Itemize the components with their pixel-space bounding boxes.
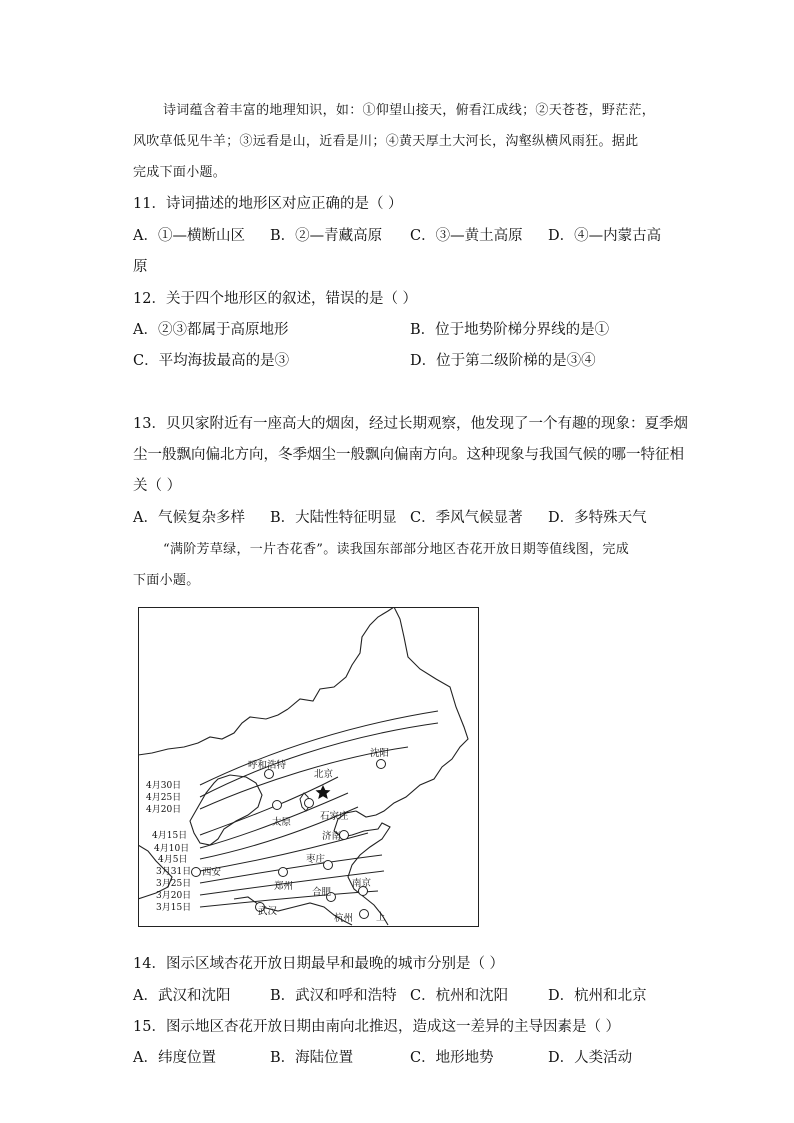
date-label-apr25: 4月25日 <box>146 793 182 803</box>
q11-option-d-continued: 原 <box>133 259 148 275</box>
city-label-hefei: 合肥 <box>312 887 332 898</box>
city-label-huhehaote: 呼和浩特 <box>248 760 287 771</box>
q13-line1: 13．贝贝家附近有一座高大的烟囱，经过长期观察，他发现了一个有趣的现象：夏季烟 <box>133 416 688 432</box>
date-label-mar25: 3月25日 <box>156 879 192 889</box>
q15-option-b[interactable]: B．海陆位置 <box>270 1050 354 1066</box>
q12-option-b[interactable]: B．位于地势阶梯分界线的是① <box>410 322 610 338</box>
intro2-line1: “满阶芳草绿，一片杏花香”。读我国东部部分地区杏花开放日期等值线图，完成 <box>163 542 630 557</box>
q12-option-a[interactable]: A．②③都属于高原地形 <box>133 322 289 338</box>
city-label-taiyuan: 太原 <box>272 817 292 828</box>
city-label-beijing: 北京 <box>314 769 334 780</box>
q11-option-b[interactable]: B．②—青藏高原 <box>270 228 383 244</box>
q13-option-a[interactable]: A．气候复杂多样 <box>133 510 245 526</box>
city-dot-zhengzhou <box>279 868 288 877</box>
city-dot-taiyuan <box>273 801 282 810</box>
date-label-mar20: 3月20日 <box>156 891 192 901</box>
q13-option-b[interactable]: B．大陆性特征明显 <box>270 510 397 526</box>
city-label-shenyang: 沈阳 <box>370 748 390 759</box>
q11-option-a[interactable]: A．①—横断山区 <box>133 228 245 244</box>
q11-option-d[interactable]: D．④—内蒙古高 <box>548 228 662 244</box>
city-dot-shijiazhuang <box>305 799 314 808</box>
city-dot-shenyang <box>377 760 386 769</box>
intro1-line2: 风吹草低见牛羊；③远看是山，近看是川；④黄天厚土大河长，沟壑纵横风雨狂。据此 <box>133 134 639 149</box>
city-label-shanghai: 上 <box>376 912 386 923</box>
q14-stem: 14．图示区域杏花开放日期最早和最晚的城市分别是（ ） <box>133 956 505 972</box>
date-label-apr10: 4月10日 <box>154 844 190 854</box>
date-label-apr20: 4月20日 <box>146 805 182 815</box>
city-dot-xian <box>192 868 201 877</box>
city-label-shijiazhuang: 石家庄 <box>320 811 349 822</box>
q15-option-a[interactable]: A．纬度位置 <box>133 1050 216 1066</box>
q14-option-a[interactable]: A．武汉和沈阳 <box>133 988 231 1004</box>
q13-option-c[interactable]: C．季风气候显著 <box>410 510 523 526</box>
city-label-nanjing: 南京 <box>352 878 372 889</box>
intro1-line1: 诗词蕴含着丰富的地理知识，如：①仰望山接天，俯看江成线；②天苍苍，野茫茫， <box>163 103 656 118</box>
q12-option-c[interactable]: C．平均海拔最高的是③ <box>133 353 290 369</box>
q15-stem: 15．图示地区杏花开放日期由南向北推迟，造成这一差异的主导因素是（ ） <box>133 1019 621 1035</box>
city-label-hangzhou: 杭州 <box>334 913 354 924</box>
date-label-apr30: 4月30日 <box>146 781 182 791</box>
date-label-mar15: 3月15日 <box>156 903 192 913</box>
city-label-wuhan: 武汉 <box>258 906 278 917</box>
q11-stem: 11．诗词描述的地形区对应正确的是（ ） <box>133 196 403 212</box>
city-label-jinan: 济南 <box>322 831 342 842</box>
date-label-apr15: 4月15日 <box>152 831 188 841</box>
q13-line3: 关（ ） <box>133 478 182 494</box>
q15-option-c[interactable]: C．地形地势 <box>410 1050 494 1066</box>
city-label-zhengzhou: 郑州 <box>274 881 294 892</box>
apricot-blossom-isoline-map <box>138 607 479 927</box>
q15-option-d[interactable]: D．人类活动 <box>548 1050 633 1066</box>
intro2-line2: 下面小题。 <box>133 573 200 588</box>
date-label-apr5: 4月5日 <box>158 855 188 865</box>
q13-line2: 尘一般飘向偏北方向，冬季烟尘一般飘向偏南方向。这种现象与我国气候的哪一特征相 <box>133 447 684 463</box>
q12-option-d[interactable]: D．位于第二级阶梯的是③④ <box>410 353 596 369</box>
city-dot-hangzhou <box>360 910 369 919</box>
q12-stem: 12．关于四个地形区的叙述，错误的是（ ） <box>133 291 418 307</box>
city-label-xian: 西安 <box>202 867 222 878</box>
q14-option-c[interactable]: C．杭州和沈阳 <box>410 988 509 1004</box>
q14-option-b[interactable]: B．武汉和呼和浩特 <box>270 988 397 1004</box>
intro1-line3: 完成下面小题。 <box>133 165 227 180</box>
city-label-zaozhuang: 枣庄 <box>306 854 326 865</box>
q11-option-c[interactable]: C．③—黄土高原 <box>410 228 523 244</box>
q13-option-d[interactable]: D．多特殊天气 <box>548 510 647 526</box>
q14-option-d[interactable]: D．杭州和北京 <box>548 988 647 1004</box>
date-label-mar31: 3月31日 <box>156 867 192 877</box>
